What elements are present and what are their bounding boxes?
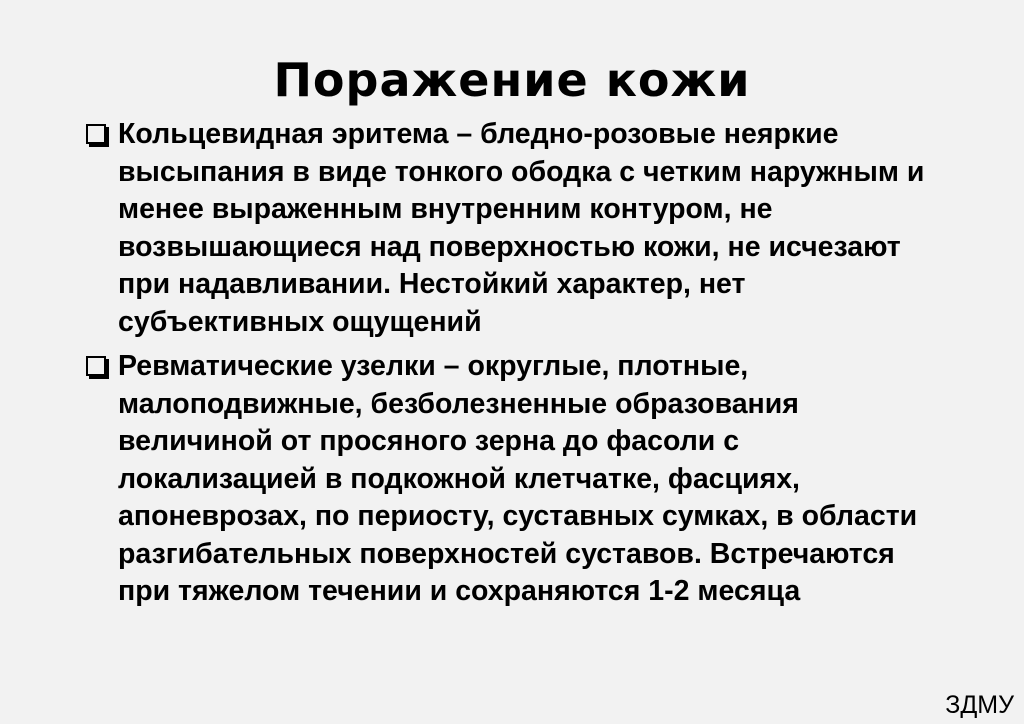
bullet-list [84, 116, 944, 618]
bullet-item-rheumatic-nodules [84, 348, 944, 611]
footer-label: ЗДМУ [945, 691, 1014, 719]
bullet-text: Ревматические узелки – округлые, плотные, малоподвижные, безболезненные образования величиной от просяного зерна до фасоли с локализацией в подкожной клетчатке, фасциях, апоневрозах, по периосту, суставных сумках, в области разгибательных поверхностей суставов. Встречаются при тяжелом течении и сохраняются 1-2 месяца [118, 350, 918, 607]
square-bullet-icon [86, 124, 106, 144]
bullet-text: Кольцевидная эритема – бледно-розовые неяркие высыпания в виде тонкого ободка с четким наружным и менее выраженным внутренним контуром, не возвышающиеся над поверхностью кожи, не исчезают при надавливании. Нестойкий характер, нет субъективных ощущений [118, 118, 925, 338]
square-bullet-icon [86, 356, 106, 376]
bullet-item-annular-erythema [84, 116, 944, 341]
slide-title: Поражение кожи [273, 53, 751, 107]
